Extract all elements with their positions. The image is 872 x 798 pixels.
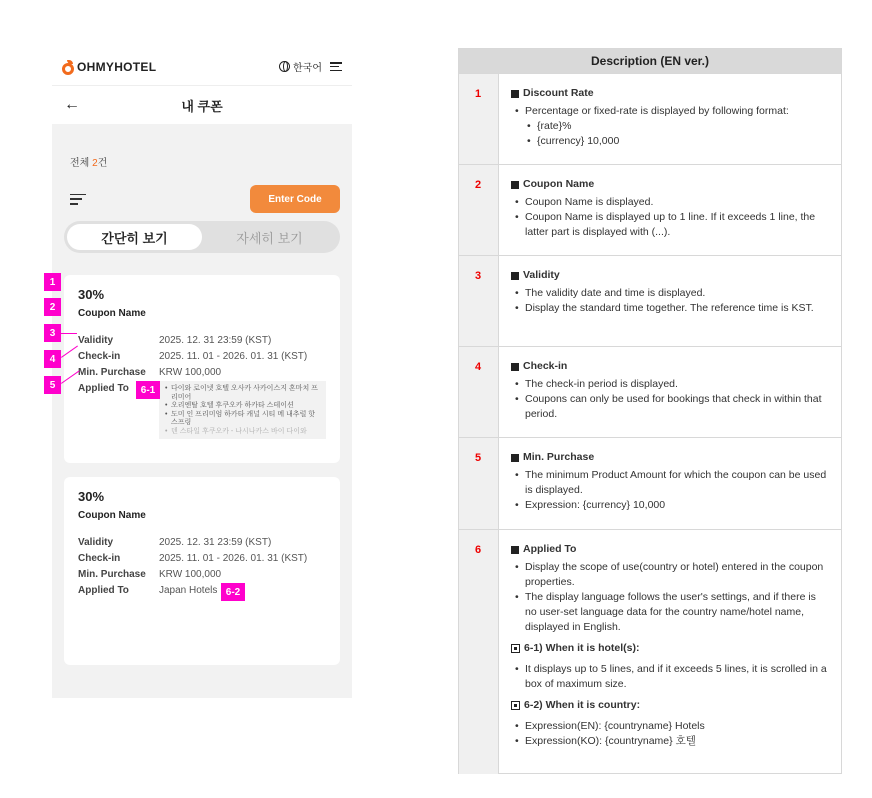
row-number: 2 <box>459 165 499 255</box>
row-bullet: • The display language follows the user's settings, and if there is no user-set language data for the country name/hotel name, displayed in English. <box>511 590 829 635</box>
square-bullet-icon <box>511 90 519 98</box>
coupon-name: Coupon Name <box>78 510 146 521</box>
row-title: Check-in <box>523 360 568 372</box>
row-bullet: • The check-in period is displayed. <box>511 377 829 392</box>
applied-to-value: Japan Hotels <box>159 585 218 596</box>
row-bullet: • Coupon Name is displayed. <box>511 195 829 210</box>
annotation-tag-6-2: 6-2 <box>221 583 245 601</box>
row-title: Discount Rate <box>523 87 594 99</box>
validity-value: 2025. 12. 31 23:59 (KST) <box>159 537 272 548</box>
discount-rate: 30% <box>78 287 105 302</box>
checkin-value: 2025. 11. 01 - 2026. 01. 31 (KST) <box>159 351 308 362</box>
row-bullet: • Percentage or fixed-rate is displayed by following format: <box>511 104 829 119</box>
menu-icon[interactable] <box>330 62 342 71</box>
min-purchase-value: KRW 100,000 <box>159 569 222 580</box>
row-title: Applied To <box>523 543 577 555</box>
logo-mark-icon <box>62 60 75 74</box>
min-purchase-label: Min. Purchase <box>78 569 146 580</box>
row-title: Coupon Name <box>523 178 595 190</box>
annotation-tag-3: 3 <box>44 324 61 342</box>
row-bullet: • Display the scope of use(country or hotel) entered in the coupon properties. <box>511 560 829 590</box>
checkin-value: 2025. 11. 01 - 2026. 01. 31 (KST) <box>159 553 308 564</box>
description-row-2 <box>459 164 841 255</box>
row-bullet: • It displays up to 5 lines, and if it exceeds 5 lines, it is scrolled in a box of maximum size. <box>511 662 829 692</box>
hotel-item: • 다이와 로이넷 호텔 오사카 사카이스지 혼마치 프리미어 <box>165 385 320 402</box>
total-count-number: 2 <box>92 158 98 169</box>
row-number: 5 <box>459 438 499 529</box>
square-bullet-icon <box>511 181 519 189</box>
checkin-label: Check-in <box>78 553 121 564</box>
annotation-tag-4: 4 <box>44 350 61 368</box>
row-bullet: • The minimum Product Amount for which the coupon can be used is displayed. <box>511 468 829 498</box>
total-prefix: 전체 <box>70 158 93 169</box>
square-bullet-icon <box>511 454 519 462</box>
min-purchase-label: Min. Purchase <box>78 367 146 378</box>
sub-title: 6-2) When it is country: <box>524 699 641 711</box>
annotation-tag-5: 5 <box>44 376 61 394</box>
row-sub-bullet: • {rate}% <box>511 119 829 134</box>
row-number: 6 <box>459 530 499 774</box>
annotation-tag-6-1: 6-1 <box>136 381 160 399</box>
toggle-detail-view[interactable]: 자세히 보기 <box>236 230 303 246</box>
annotation-tag-1: 1 <box>44 273 61 291</box>
description-row-1 <box>459 73 841 164</box>
page-title: 내 쿠폰 <box>181 98 223 114</box>
row-title: Validity <box>523 269 560 281</box>
title-bar <box>52 86 352 124</box>
square-bullet-icon <box>511 546 519 554</box>
language-selector[interactable] <box>279 59 322 74</box>
row-bullet: • The validity date and time is displayed. <box>511 286 829 301</box>
validity-value: 2025. 12. 31 23:59 (KST) <box>159 335 272 346</box>
row-bullet: • Coupon Name is displayed up to 1 line. If it exceeds 1 line, the latter part is displayed with (...). <box>511 210 829 240</box>
checkbox-square-icon <box>511 701 520 710</box>
coupon-name: Coupon Name <box>78 308 146 319</box>
view-toggle <box>64 221 340 253</box>
discount-rate: 30% <box>78 489 105 504</box>
hotel-item: • 오리엔탈 호텔 후쿠오카 하카타 스테이션 <box>165 402 320 411</box>
enter-code-button[interactable]: Enter Code <box>250 185 340 213</box>
description-row-5 <box>459 437 841 529</box>
hotel-item: • 덴 스타일 후쿠오카 - 나시나카스 바이 다이와 <box>165 428 320 437</box>
row-number: 4 <box>459 347 499 437</box>
row-sub-bullet: • {currency} 10,000 <box>511 134 829 149</box>
row-number: 3 <box>459 256 499 346</box>
row-bullet: • Coupons can only be used for bookings that check in within that period. <box>511 392 829 422</box>
description-table <box>458 48 842 774</box>
row-bullet: • Expression(EN): {countryname} Hotels <box>511 719 829 734</box>
language-label: 한국어 <box>293 63 322 74</box>
row-bullet: • Display the standard time together. The reference time is KST. <box>511 301 829 316</box>
validity-label: Validity <box>78 537 114 548</box>
coupon-card[interactable] <box>64 477 340 665</box>
checkin-label: Check-in <box>78 351 121 362</box>
hotel-list-box[interactable] <box>159 381 326 439</box>
applied-to-label: Applied To <box>78 585 129 596</box>
min-purchase-value: KRW 100,000 <box>159 367 222 378</box>
coupon-card[interactable] <box>64 275 340 463</box>
top-bar <box>52 48 352 86</box>
hotel-item: • 도미 인 프리미엄 하카타 캐널 시티 메 내추럴 핫 스프링 <box>165 411 320 428</box>
total-count <box>64 124 340 169</box>
row-title: Min. Purchase <box>523 451 595 463</box>
square-bullet-icon <box>511 363 519 371</box>
description-row-3 <box>459 255 841 346</box>
row-bullet: • Expression: {currency} 10,000 <box>511 498 829 513</box>
logo-text: OHMYHOTEL <box>77 59 157 74</box>
row-bullet: • Expression(KO): {countryname} 호텔 <box>511 734 829 749</box>
total-suffix: 건 <box>97 158 108 169</box>
description-header: Description (EN ver.) <box>459 49 841 73</box>
validity-label: Validity <box>78 335 114 346</box>
back-arrow-icon[interactable]: ← <box>64 96 80 113</box>
row-number: 1 <box>459 74 499 164</box>
description-row-4 <box>459 346 841 437</box>
square-bullet-icon <box>511 272 519 280</box>
description-row-6 <box>459 529 841 774</box>
coupon-list-area <box>52 124 352 698</box>
sub-title: 6-1) When it is hotel(s): <box>524 642 640 654</box>
annotation-tag-2: 2 <box>44 298 61 316</box>
applied-to-label: Applied To <box>78 383 129 394</box>
sort-filter-icon[interactable] <box>70 194 86 205</box>
toggle-simple-view[interactable]: 간단히 보기 <box>67 224 202 250</box>
globe-icon <box>279 61 290 72</box>
checkbox-square-icon <box>511 644 520 653</box>
annotation-leader-3 <box>61 333 77 334</box>
logo[interactable] <box>62 60 156 74</box>
mobile-screen <box>52 48 352 698</box>
